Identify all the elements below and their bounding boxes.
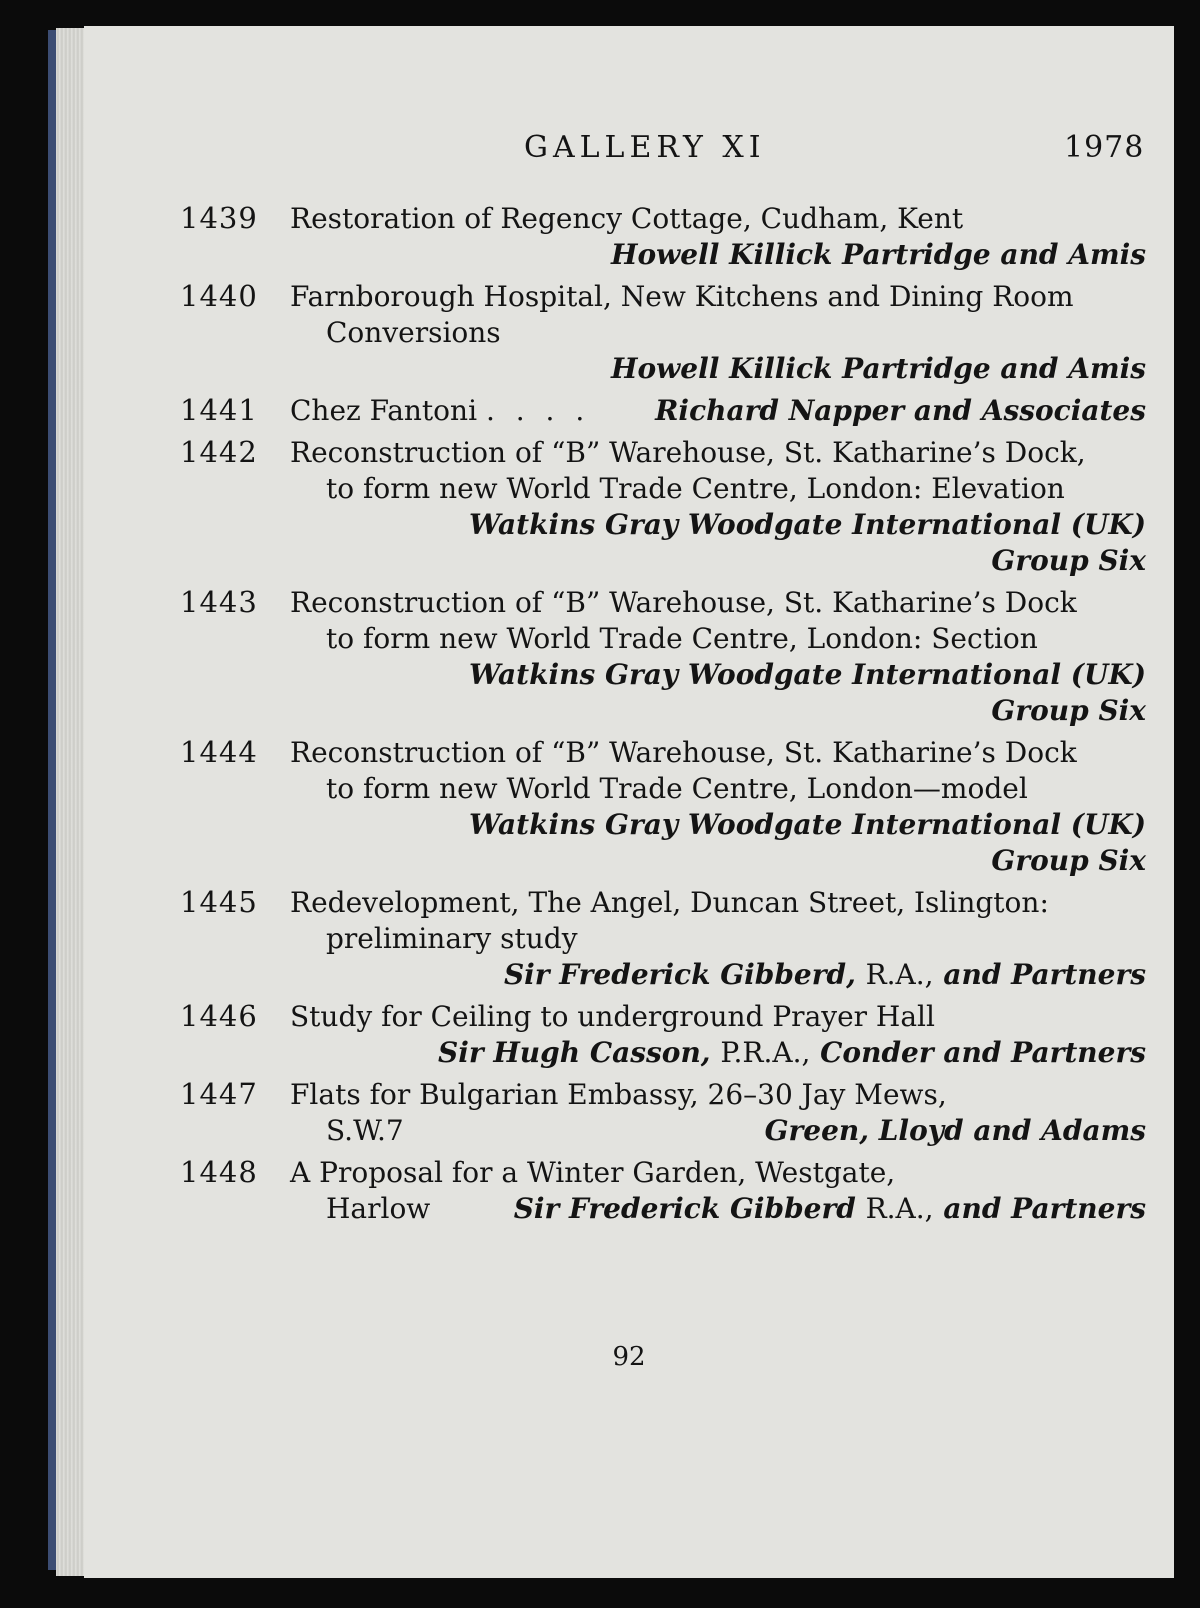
entry-number: 1441: [180, 393, 258, 427]
gallery-title: GALLERY XI: [524, 130, 766, 165]
entry-title: Reconstruction of “B” Warehouse, St. Katharine’s Dock, to form new World Trade Centre, London: Elevation: [290, 436, 1086, 505]
entry-1441: [180, 393, 1146, 429]
author-honours: R.A.,: [865, 1192, 934, 1225]
entry-list: [180, 201, 1146, 1233]
author-firm: Conder and Partners: [820, 1036, 1146, 1069]
entry-author: Watkins Gray Woodgate International (UK): [469, 508, 1146, 541]
entry-1447: [180, 1077, 1146, 1149]
entry-title-suffix: —model: [912, 772, 1028, 805]
entry-number: 1440: [180, 279, 258, 313]
entry-line: [326, 1191, 1146, 1227]
entry-number: 1444: [180, 735, 258, 769]
author-firm: and Partners: [943, 958, 1146, 991]
entry-1448: [180, 1155, 1146, 1227]
entry-title: Chez Fantoni: [290, 394, 478, 427]
entry-number: 1443: [180, 585, 258, 619]
entry-number: 1439: [180, 201, 258, 235]
entry-number: 1447: [180, 1077, 258, 1111]
entry-author: Green, Lloyd and Adams: [764, 1114, 1146, 1147]
entry-number: 1445: [180, 885, 258, 919]
entry-title: Restoration of Regency Cottage, Cudham, Kent: [290, 202, 964, 235]
entry-author: Watkins Gray Woodgate International (UK): [469, 658, 1146, 691]
entry-title: Study for Ceiling to underground Prayer Hall: [290, 1000, 935, 1033]
entry-author: Howell Killick Partridge and Amis: [611, 238, 1146, 271]
entry-title: [290, 735, 1086, 807]
entry-1444: [180, 735, 1146, 879]
entry-author-group: Group Six: [991, 844, 1146, 877]
entry-title: Farnborough Hospital, New Kitchens and Dining Room Conversions: [290, 280, 1074, 349]
entry-author-group: Group Six: [991, 544, 1146, 577]
running-head: [84, 130, 1174, 174]
entry-author-group: Group Six: [991, 694, 1146, 727]
entry-line: [326, 1113, 1146, 1149]
author-honours: P.R.A.,: [720, 1036, 811, 1069]
entry-1446: [180, 999, 1146, 1071]
entry-1440: [180, 279, 1146, 387]
author-name: Sir Frederick Gibberd,: [503, 958, 856, 991]
author-firm: and Partners: [943, 1192, 1146, 1225]
catalogue-page: [84, 26, 1174, 1578]
entry-title-line1: Flats for Bulgarian Embassy, 26–30 Jay Mews,: [290, 1078, 947, 1111]
entry-title: Redevelopment, The Angel, Duncan Street, Islington: preliminary study: [290, 886, 1049, 955]
author-name: Sir Frederick Gibberd: [513, 1192, 856, 1225]
entry-author: Howell Killick Partridge and Amis: [611, 352, 1146, 385]
year: 1978: [1064, 130, 1145, 165]
entry-title: Reconstruction of “B” Warehouse, St. Katharine’s Dock to form new World Trade Centre, London: Section: [290, 586, 1077, 655]
entry-1443: [180, 585, 1146, 729]
entry-author: [180, 957, 1146, 993]
entry-author: Richard Napper and Associates: [655, 394, 1146, 427]
entry-number: 1446: [180, 999, 258, 1033]
entry-number: 1442: [180, 435, 258, 469]
entry-number: 1448: [180, 1155, 258, 1189]
entry-author: [180, 1035, 1146, 1071]
entry-author: [514, 1191, 1146, 1227]
entry-author: Watkins Gray Woodgate International (UK): [469, 808, 1146, 841]
entry-line: [290, 393, 1146, 429]
entry-title-text: Reconstruction of “B” Warehouse, St. Katharine’s Dock to form new World Trade Centre, London: [290, 736, 1077, 805]
page-number: 92: [612, 1342, 646, 1372]
author-honours: R.A.,: [865, 958, 934, 991]
page-stack-edge: [56, 28, 86, 1576]
entry-title-line1: A Proposal for a Winter Garden, Westgate,: [290, 1156, 896, 1189]
entry-1445: [180, 885, 1146, 993]
author-name: Sir Hugh Casson,: [437, 1036, 711, 1069]
entry-1439: [180, 201, 1146, 273]
entry-1442: [180, 435, 1146, 579]
entry-title-line2: S.W.7: [326, 1114, 404, 1147]
entry-title-line2: Harlow: [326, 1192, 431, 1225]
leader-dots: . . . .: [485, 394, 591, 427]
